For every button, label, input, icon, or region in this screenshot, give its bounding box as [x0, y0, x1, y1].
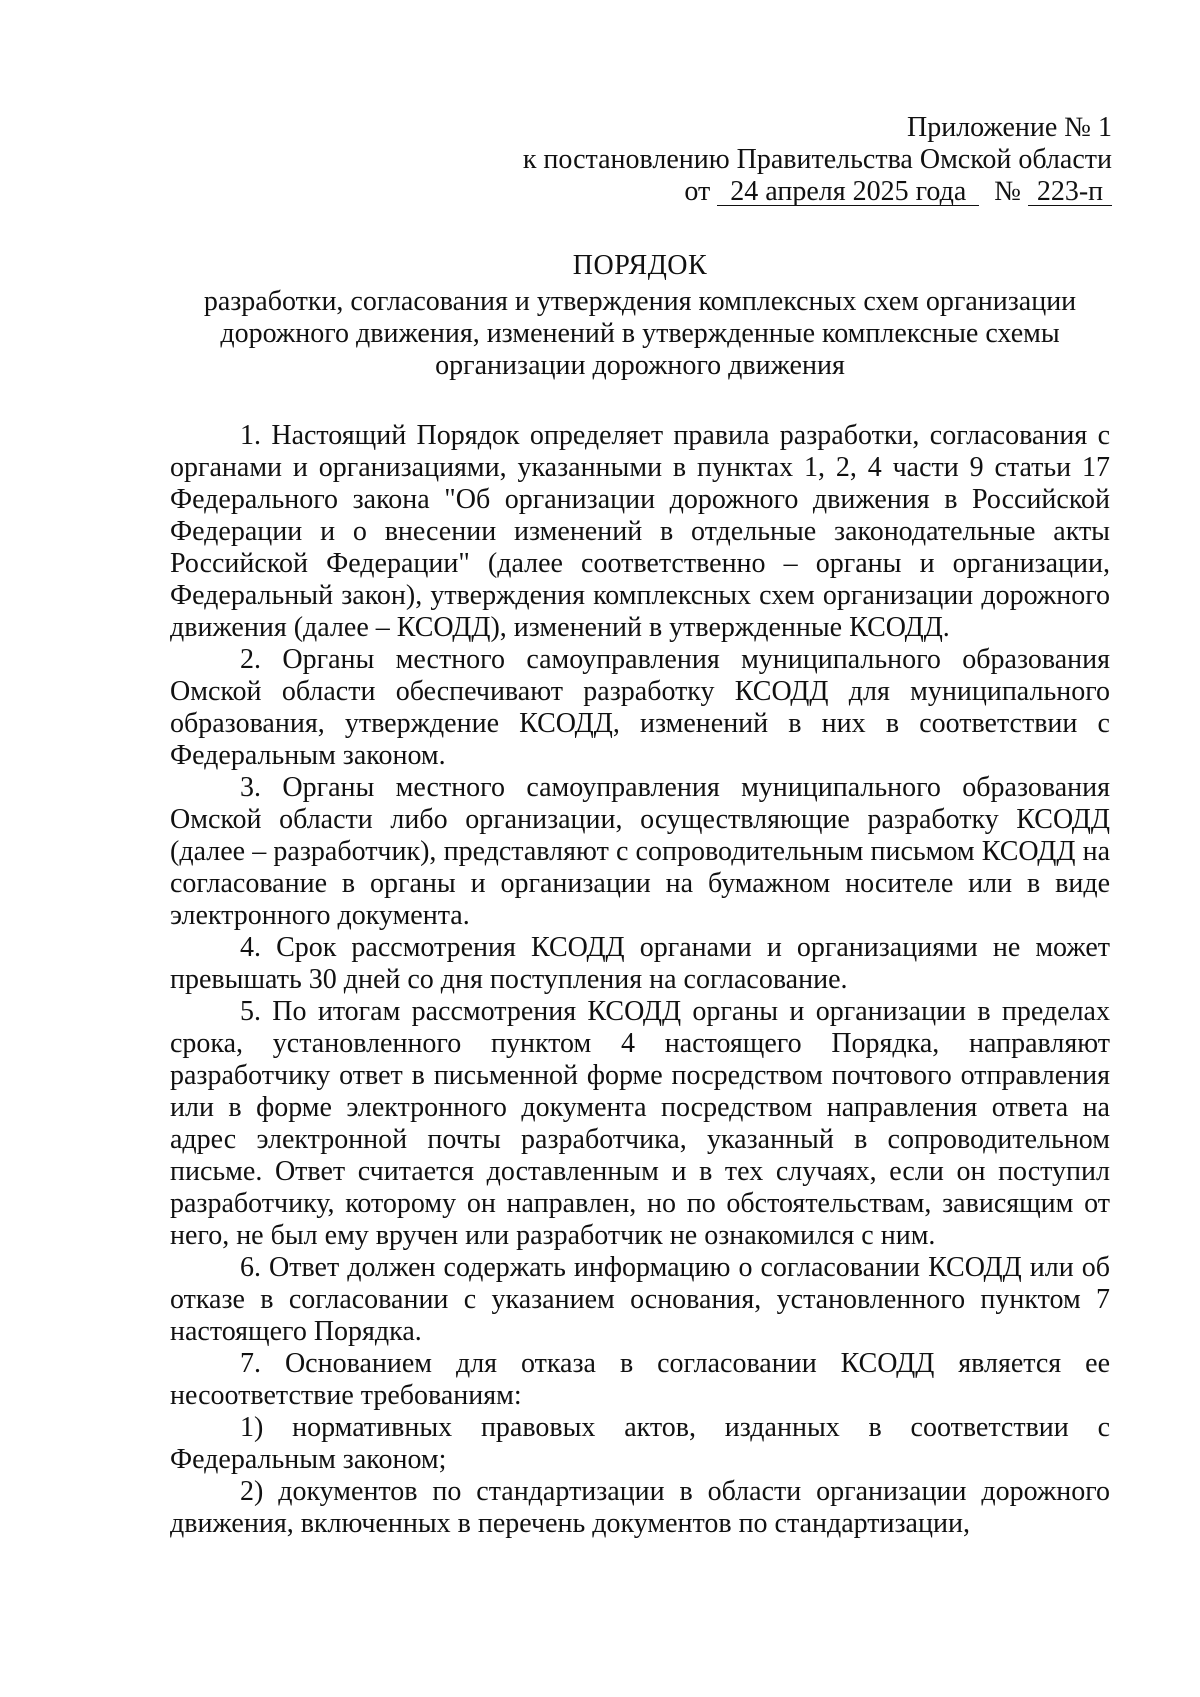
paragraph-4: 4. Срок рассмотрения КСОДД органами и организациями не может превышать 30 дней со дня поступления на согласование. — [170, 932, 1110, 995]
paragraph-7: 7. Основанием для отказа в согласовании КСОДД является ее несоответствие требованиям: — [170, 1348, 1110, 1411]
resolution-date: 24 апреля 2025 года — [717, 179, 979, 206]
paragraph-5: 5. По итогам рассмотрения КСОДД органы и организации в пределах срока, установленного пунктом 4 настоящего Порядка, направляют разработчику ответ в письменной форме посредством почтового отправления или в форме электронного документа посредством направления ответа на адрес электронной почты разработчика, указанный в сопроводительном письме. Ответ считается доставленным и в тех случаях, если он поступил разработчику, которому он направлен, но по обстоятельствам, зависящим от него, не был ему вручен или разработчик не ознакомился с ним. — [170, 996, 1110, 1251]
document-title — [170, 250, 1110, 382]
resolution-date-line — [523, 176, 1112, 208]
paragraph-1: 1. Настоящий Порядок определяет правила разработки, согласования с органами и организациями, указанными в пунктах 1, 2, 4 части 9 статьи 17 Федерального закона "Об организации дорожного движения в Российской Федерации и о внесении изменений в отдельные законодательные акты Российской Федерации" (далее соответственно – органы и организации, Федеральный закон), утверждения комплексных схем организации дорожного движения (далее – КСОДД), изменений в утвержденные КСОДД. — [170, 420, 1110, 643]
resolution-number: 223-п — [1028, 179, 1112, 206]
document-body — [170, 420, 1110, 1540]
number-prefix: № — [994, 176, 1021, 207]
appendix-number: Приложение № 1 — [907, 112, 1112, 143]
appendix-header — [523, 112, 1112, 208]
paragraph-6: 6. Ответ должен содержать информацию о согласовании КСОДД или об отказе в согласовании с указанием основания, установленного пунктом 7 настоящего Порядка. — [170, 1252, 1110, 1347]
date-prefix: от — [684, 176, 711, 207]
paragraph-7-item-2: 2) документов по стандартизации в области организации дорожного движения, включенных в перечень документов по стандартизации, — [170, 1476, 1110, 1539]
paragraph-7-item-1: 1) нормативных правовых актов, изданных в соответствии с Федеральным законом; — [170, 1412, 1110, 1475]
title-main: ПОРЯДОК — [572, 250, 708, 281]
title-subtitle: разработки, согласования и утверждения комплексных схем организации дорожного движения, изменений в утвержденные комплексные схемы организации дорожного движения — [203, 286, 1077, 381]
paragraph-2: 2. Органы местного самоуправления муниципального образования Омской области обеспечивают разработку КСОДД для муниципального образования, утверждение КСОДД, изменений в них в соответствии с Федеральным законом. — [170, 644, 1110, 771]
appendix-resolution-ref: к постановлению Правительства Омской области — [522, 144, 1112, 175]
paragraph-3: 3. Органы местного самоуправления муниципального образования Омской области либо организации, осуществляющие разработку КСОДД (далее – разработчик), представляют с сопроводительным письмом КСОДД на согласование в органы и организации на бумажном носителе или в виде электронного документа. — [170, 772, 1110, 931]
